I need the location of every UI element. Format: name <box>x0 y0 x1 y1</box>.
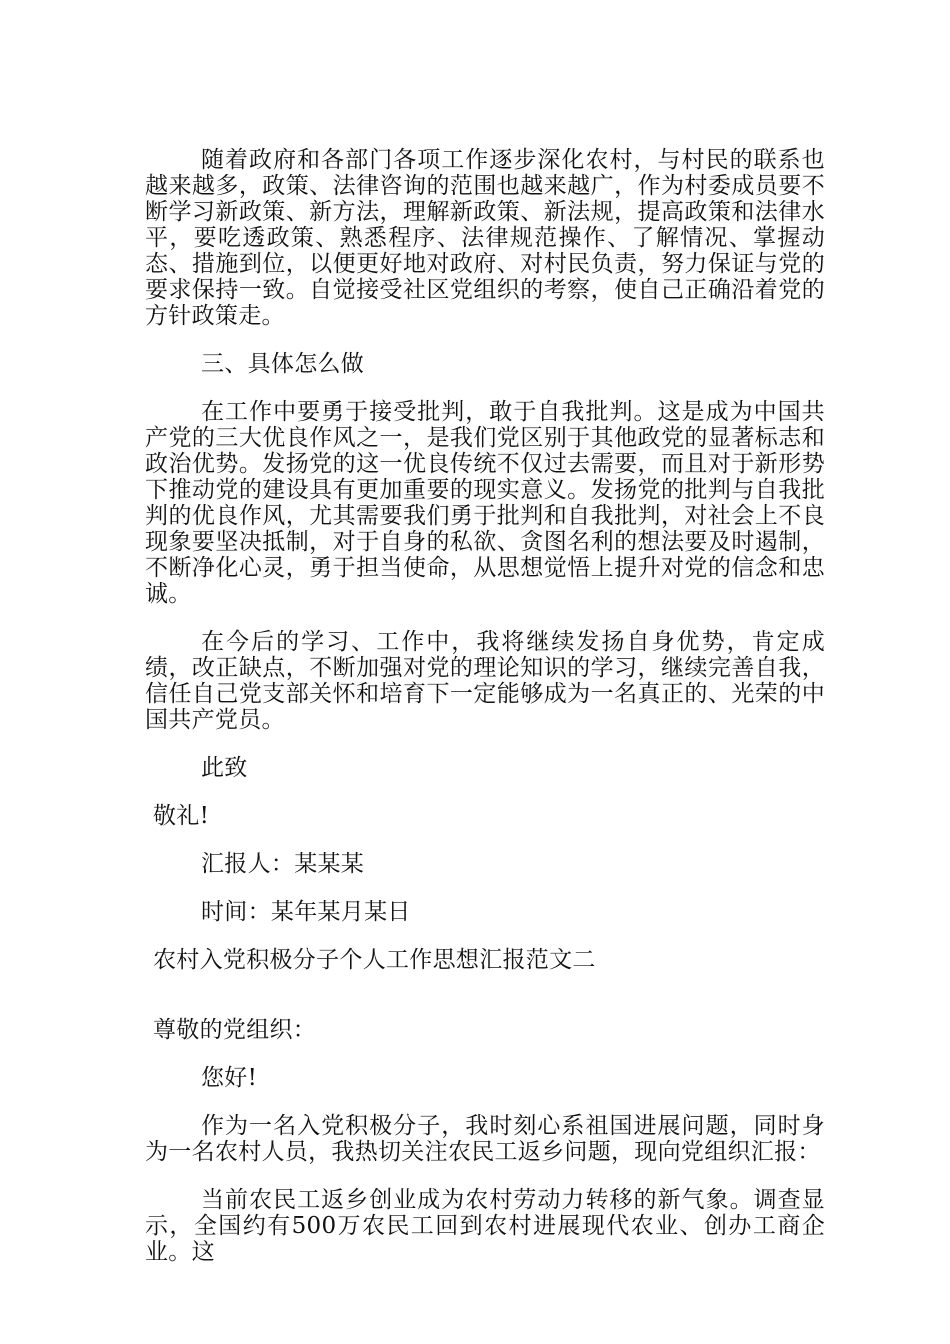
paragraph-future-study: 在今后的学习、工作中，我将继续发扬自身优势，肯定成绩，改正缺点，不断加强对党的理论知识的学习，继续完善自我，信任自己党支部关怀和培育下一定能够成为一名真正的、光荣的中国共产党员。 <box>145 629 825 733</box>
section-heading-how-to-do: 三、具体怎么做 <box>201 351 365 377</box>
reporter-line: 汇报人：某某某 <box>201 851 365 877</box>
paragraph-criticism: 在工作中要勇于接受批判，敢于自我批判。这是成为中国共产党的三大优良作风之一，是我们党区别于其他政党的显著标志和政治优势。发扬党的这一优良传统不仅过去需要，而且对于新形势下推动党的建设具有更加重要的现实意义。发扬党的批判与自我批判的优良作风，尤其需要我们勇于批判和自我批判，对社会上不良现象要坚决抵制，对于自身的私欲、贪图名利的想法要及时遏制，不断净化心灵，勇于担当使命，从思想觉悟上提升对党的信念和忠诚。 <box>145 399 825 607</box>
paragraph-activist-intro: 作为一名入党积极分子，我时刻心系祖国进展问题，同时身为一名农村人员，我热切关注农民工返乡问题，现向党组织汇报： <box>145 1113 825 1165</box>
date-line: 时间：某年某月某日 <box>201 899 411 925</box>
closing-text: 此致 <box>201 755 248 781</box>
salute-text: 敬礼! <box>153 803 210 829</box>
second-report-title: 农村入党积极分子个人工作思想汇报范文二 <box>153 947 596 973</box>
greeting-line: 尊敬的党组织： <box>153 1017 317 1043</box>
paragraph-returning-workers: 当前农民工返乡创业成为农村劳动力转移的新气象。调查显示，全国约有500万农民工回到农村进展现代农业、创办工商企业。这 <box>145 1187 825 1265</box>
document-body <box>145 147 825 1265</box>
paragraph-policy-study: 随着政府和各部门各项工作逐步深化农村，与村民的联系也越来越多，政策、法律咨询的范围也越来越广，作为村委成员要不断学习新政策、新方法，理解新政策、新法规，提高政策和法律水平，要吃透政策、熟悉程序、法律规范操作、了解情况、掌握动态、措施到位，以便更好地对政府、对村民负责，努力保证与党的要求保持一致。自觉接受社区党组织的考察，使自己正确沿着党的方针政策走。 <box>145 147 825 329</box>
hello-line: 您好! <box>201 1065 258 1091</box>
